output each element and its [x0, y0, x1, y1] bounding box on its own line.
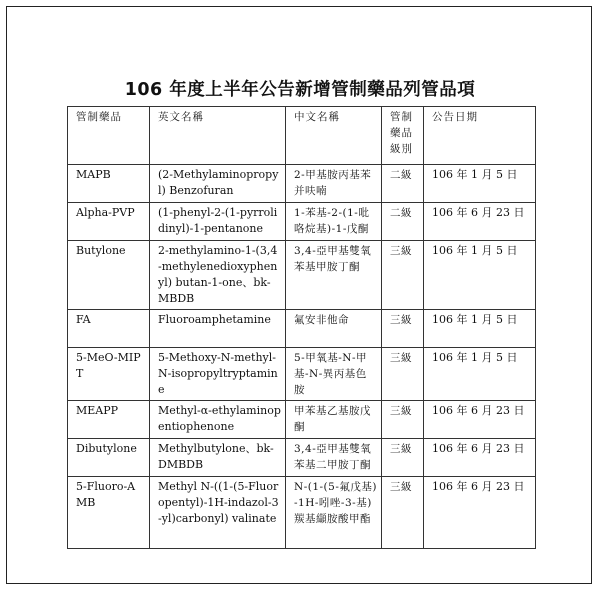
cell-chinese: 甲苯基乙基胺戊酮	[286, 401, 382, 439]
cell-name: 5-MeO-MIPT	[68, 348, 150, 401]
cell-name: Dibutylone	[68, 439, 150, 477]
cell-english: 5-Methoxy-N-methyl-N-isopropyltryptamine	[150, 348, 286, 401]
column-header-name: 管制藥品	[68, 107, 150, 165]
cell-date: 106 年 6 月 23 日	[424, 477, 536, 549]
cell-date: 106 年 1 月 5 日	[424, 310, 536, 348]
column-header-chinese: 中文名稱	[286, 107, 382, 165]
cell-level: 三級	[382, 477, 424, 549]
page-title: 106 年度上半年公告新增管制藥品列管品項	[124, 80, 476, 100]
cell-date: 106 年 6 月 23 日	[424, 203, 536, 241]
table-row	[68, 348, 536, 401]
cell-date: 106 年 1 月 5 日	[424, 165, 536, 203]
cell-english: Methylbutylone、bk-DMBDB	[150, 439, 286, 477]
cell-level: 三級	[382, 348, 424, 401]
cell-chinese: 5-甲氧基-N-甲基-N-異丙基色胺	[286, 348, 382, 401]
cell-level: 二級	[382, 203, 424, 241]
cell-name: 5-Fluoro-AMB	[68, 477, 150, 549]
cell-name: MAPB	[68, 165, 150, 203]
table-row	[68, 439, 536, 477]
cell-chinese: 1-苯基-2-(1-吡咯烷基)-1-戊酮	[286, 203, 382, 241]
cell-chinese: N-(1-(5-氟戊基)-1H-吲唑-3-基)羰基纈胺酸甲酯	[286, 477, 382, 549]
table-row	[68, 241, 536, 310]
cell-chinese: 2-甲基胺丙基苯并呋喃	[286, 165, 382, 203]
table-row	[68, 310, 536, 348]
column-header-level: 管制藥品級別	[382, 107, 424, 165]
cell-date: 106 年 6 月 23 日	[424, 401, 536, 439]
cell-english: Methyl-α-ethylaminopentiophenone	[150, 401, 286, 439]
cell-date: 106 年 1 月 5 日	[424, 241, 536, 310]
cell-chinese: 氟安非他命	[286, 310, 382, 348]
cell-english: Methyl N-((1-(5-Fluoropentyl)-1H-indazol-3-yl)carbonyl) valinate	[150, 477, 286, 549]
drug-table	[67, 106, 536, 549]
table-row	[68, 477, 536, 549]
cell-name: Alpha-PVP	[68, 203, 150, 241]
cell-name: Butylone	[68, 241, 150, 310]
cell-date: 106 年 6 月 23 日	[424, 439, 536, 477]
column-header-date: 公告日期	[424, 107, 536, 165]
table-row	[68, 203, 536, 241]
cell-name: MEAPP	[68, 401, 150, 439]
cell-level: 三級	[382, 439, 424, 477]
cell-chinese: 3,4-亞甲基雙氧苯基甲胺丁酮	[286, 241, 382, 310]
cell-english: Fluoroamphetamine	[150, 310, 286, 348]
cell-name: FA	[68, 310, 150, 348]
table-header-row	[68, 107, 536, 165]
cell-english: (2-Methylaminopropyl) Benzofuran	[150, 165, 286, 203]
cell-chinese: 3,4-亞甲基雙氧苯基二甲胺丁酮	[286, 439, 382, 477]
cell-english: 2-methylamino-1-(3,4-methylenedioxyphenyl) butan-1-one、bk-MBDB	[150, 241, 286, 310]
table-row	[68, 401, 536, 439]
table-row	[68, 165, 536, 203]
cell-level: 三級	[382, 401, 424, 439]
cell-english: (1-phenyl-2-(1-pyrrolidinyl)-1-pentanone	[150, 203, 286, 241]
cell-date: 106 年 1 月 5 日	[424, 348, 536, 401]
cell-level: 三級	[382, 310, 424, 348]
column-header-english: 英文名稱	[150, 107, 286, 165]
cell-level: 三級	[382, 241, 424, 310]
cell-level: 二級	[382, 165, 424, 203]
